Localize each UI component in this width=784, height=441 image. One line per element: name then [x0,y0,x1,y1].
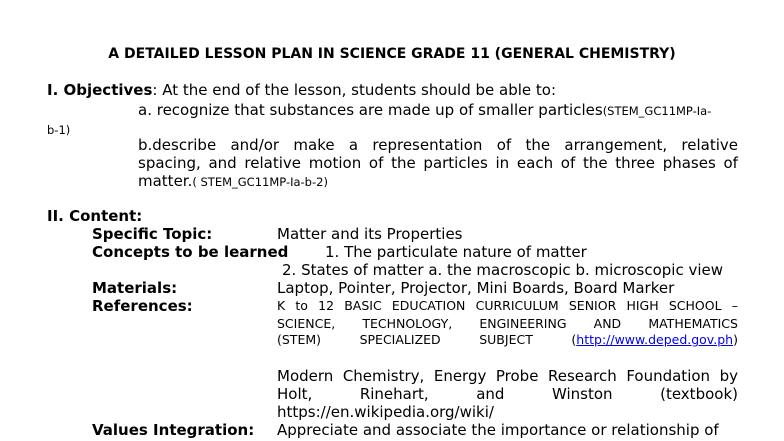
reference-1-line2 [277,316,738,331]
reference-word: to [295,298,308,313]
reference-word: Probe [495,367,539,385]
specific-topic-label: Specific Topic: [92,225,213,243]
reference-word: Chemistry, [342,367,425,385]
materials-label: Materials: [92,279,178,297]
objective-b-line3 [138,172,328,190]
objective-b-text-end: matter. [138,172,193,190]
reference-word: 12 [318,298,335,313]
objective-b-word: spacing, [138,154,201,172]
objective-b-word: and/or [230,136,280,154]
objective-b-word: the [391,154,416,172]
objective-b-word: the [582,154,608,172]
objective-b-word: of [496,136,512,154]
reference-word: CURRICULUM [475,298,559,313]
reference-word: Winston [552,385,613,403]
objective-b-line1 [138,136,738,154]
reference-word: Research [547,367,617,385]
objective-b-word: the [525,136,551,154]
reference-word: Foundation [626,367,711,385]
objective-a-code-cont: b-1) [47,123,71,137]
reference-1-line1 [277,298,738,313]
document-title: A DETAILED LESSON PLAN IN SCIENCE GRADE 11 (GENERAL CHEMISTRY) [108,46,676,62]
specific-topic-value: Matter and its Properties [277,225,463,243]
values-integration-value: Appreciate and associate the importance or relationship of [277,421,719,439]
reference-1-line3 [277,332,738,347]
objective-b-word: of [368,154,384,172]
reference-word: K [277,298,286,313]
materials-value: Laptop, Pointer, Projector, Mini Boards, Board Marker [277,279,675,297]
objective-b-word: b.describe [138,136,217,154]
objective-b-word: make [293,136,335,154]
reference-word: Modern [277,367,334,385]
objective-b-word: of [723,154,738,172]
objective-a [138,101,711,119]
reference-2-line2 [277,385,738,403]
reference-word: (textbook) [660,385,738,403]
reference-word: TECHNOLOGY, [362,316,453,331]
reference-word: ENGINEERING [479,316,567,331]
objectives-line [47,81,556,99]
objective-b-word: particles [423,154,488,172]
reference-word: BASIC [344,298,382,313]
reference-word: SCHOOL [668,298,722,313]
reference-word: EDUCATION [391,298,466,313]
objectives-heading: I. Objectives [47,81,153,99]
reference-word: Holt, [277,385,313,403]
reference-word: SPECIALIZED [359,332,441,347]
references-label: References: [92,297,193,315]
concept-2: 2. States of matter a. the macroscopic b. microscopic view [282,261,724,279]
objectives-intro: : At the end of the lesson, students should be able to: [152,81,557,99]
objective-b-word: phases [662,154,716,172]
objective-b-word: arrangement, [564,136,668,154]
concept-1: 1. The particulate nature of matter [325,243,587,261]
objective-b-word: relative [244,154,301,172]
objective-b-word: representation [372,136,483,154]
objective-b-word: motion [308,154,362,172]
reference-word: MATHEMATICS [648,316,738,331]
objective-b-word: three [615,154,655,172]
objective-b-word: in [495,154,510,172]
values-integration-label: Values Integration: [92,421,255,439]
reference-word: Energy [433,367,487,385]
deped-link-group: (http://www.deped.gov.ph) [571,332,738,347]
objective-a-text: a. recognize that substances are made up of smaller particles [138,101,603,119]
reference-word: (STEM) [277,332,322,347]
reference-word: and [476,385,505,403]
objective-b-word: a [348,136,359,154]
objective-b-word: of [560,154,576,172]
objective-b-word: each [516,154,554,172]
reference-2-line3: https://en.wikipedia.org/wiki/ [277,403,494,421]
reference-word: – [731,298,738,313]
reference-word: AND [593,316,622,331]
reference-2-line1 [277,367,738,385]
content-heading: II. Content: [47,207,143,225]
reference-word: SENIOR [568,298,617,313]
objective-b-line2 [138,154,738,172]
concepts-label: Concepts to be learned [92,243,289,261]
objective-b-word: and [208,154,237,172]
deped-link[interactable]: http://www.deped.gov.ph [576,332,734,347]
objective-a-code: (STEM_GC11MP-Ia- [602,104,712,118]
reference-word: HIGH [626,298,659,313]
objective-b-code: ( STEM_GC11MP-Ia-b-2) [192,175,328,189]
reference-word: SCIENCE, [277,316,336,331]
reference-word: by [719,367,738,385]
reference-word: SUBJECT [479,332,533,347]
objective-b-word: relative [681,136,738,154]
reference-word: Rinehart, [359,385,429,403]
